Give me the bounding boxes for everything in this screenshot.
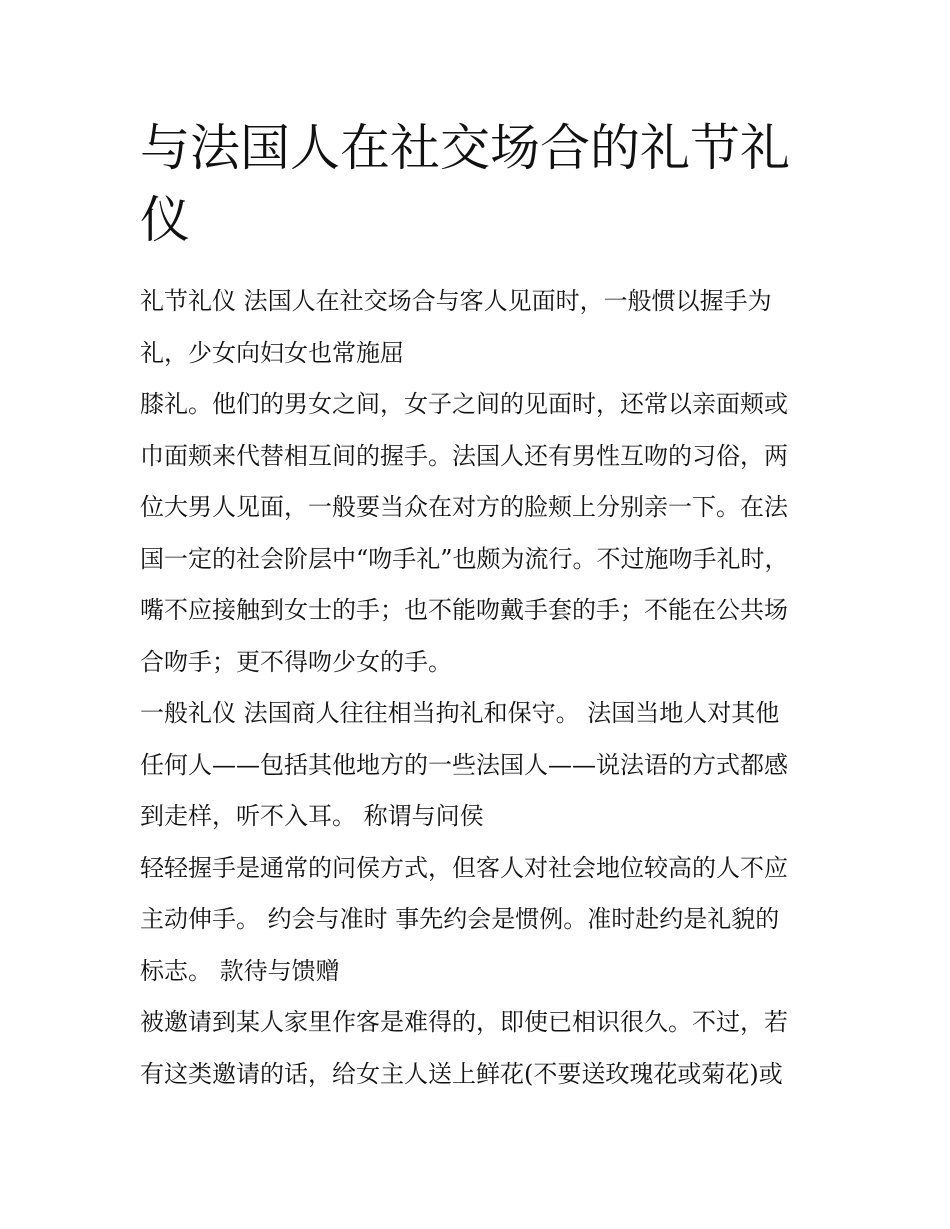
text-line: 有这类邀请的话，给女主人送上鲜花(不要送玫瑰花或菊花)或 [140,1059,783,1088]
document-title: 与法国人在社交场合的礼节礼仪 [140,119,790,249]
text-line: 国一定的社会阶层中“吻手礼”也颇为流行。不过施吻手礼时， [140,544,789,573]
text-line: 标志。 款待与馈赠 [140,956,340,985]
text-line: 合吻手；更不得吻少女的手。 [140,647,452,676]
text-line: 到走样，听不入耳。 称谓与问侯 [140,802,484,830]
text-line: 主动伸手。 约会与准时 事先约会是惯例。准时赴约是礼貌的 [140,905,780,933]
text-line: 轻轻握手是通常的问侯方式，但客人对社会地位较高的人不应 [140,853,788,882]
document-body [140,279,820,1103]
text-line: 被邀请到某人家里作客是难得的，即使已相识很久。不过，若 [140,1008,788,1036]
text-line: 礼节礼仪 法国人在社交场合与客人见面时，一般惯以握手为 [140,287,772,315]
text-line: 嘴不应接触到女士的手；也不能吻戴手套的手；不能在公共场 [140,596,788,624]
text-line: 一般礼仪 法国商人往往相当拘礼和保守。 法国当地人对其他 [140,699,780,727]
text-line: 巾面颊来代替相互间的握手。法国人还有男性互吻的习俗，两 [140,441,788,470]
text-line: 膝礼。他们的男女之间，女子之间的见面时，还常以亲面颊或 [140,390,788,418]
text-line: 任何人——包括其他地方的一些法国人——说法语的方式都感 [140,750,788,779]
text-line: 位大男人见面，一般要当众在对方的脸颊上分别亲一下。在法 [140,493,788,521]
text-line: 礼，少女向妇女也常施屈 [140,338,404,367]
